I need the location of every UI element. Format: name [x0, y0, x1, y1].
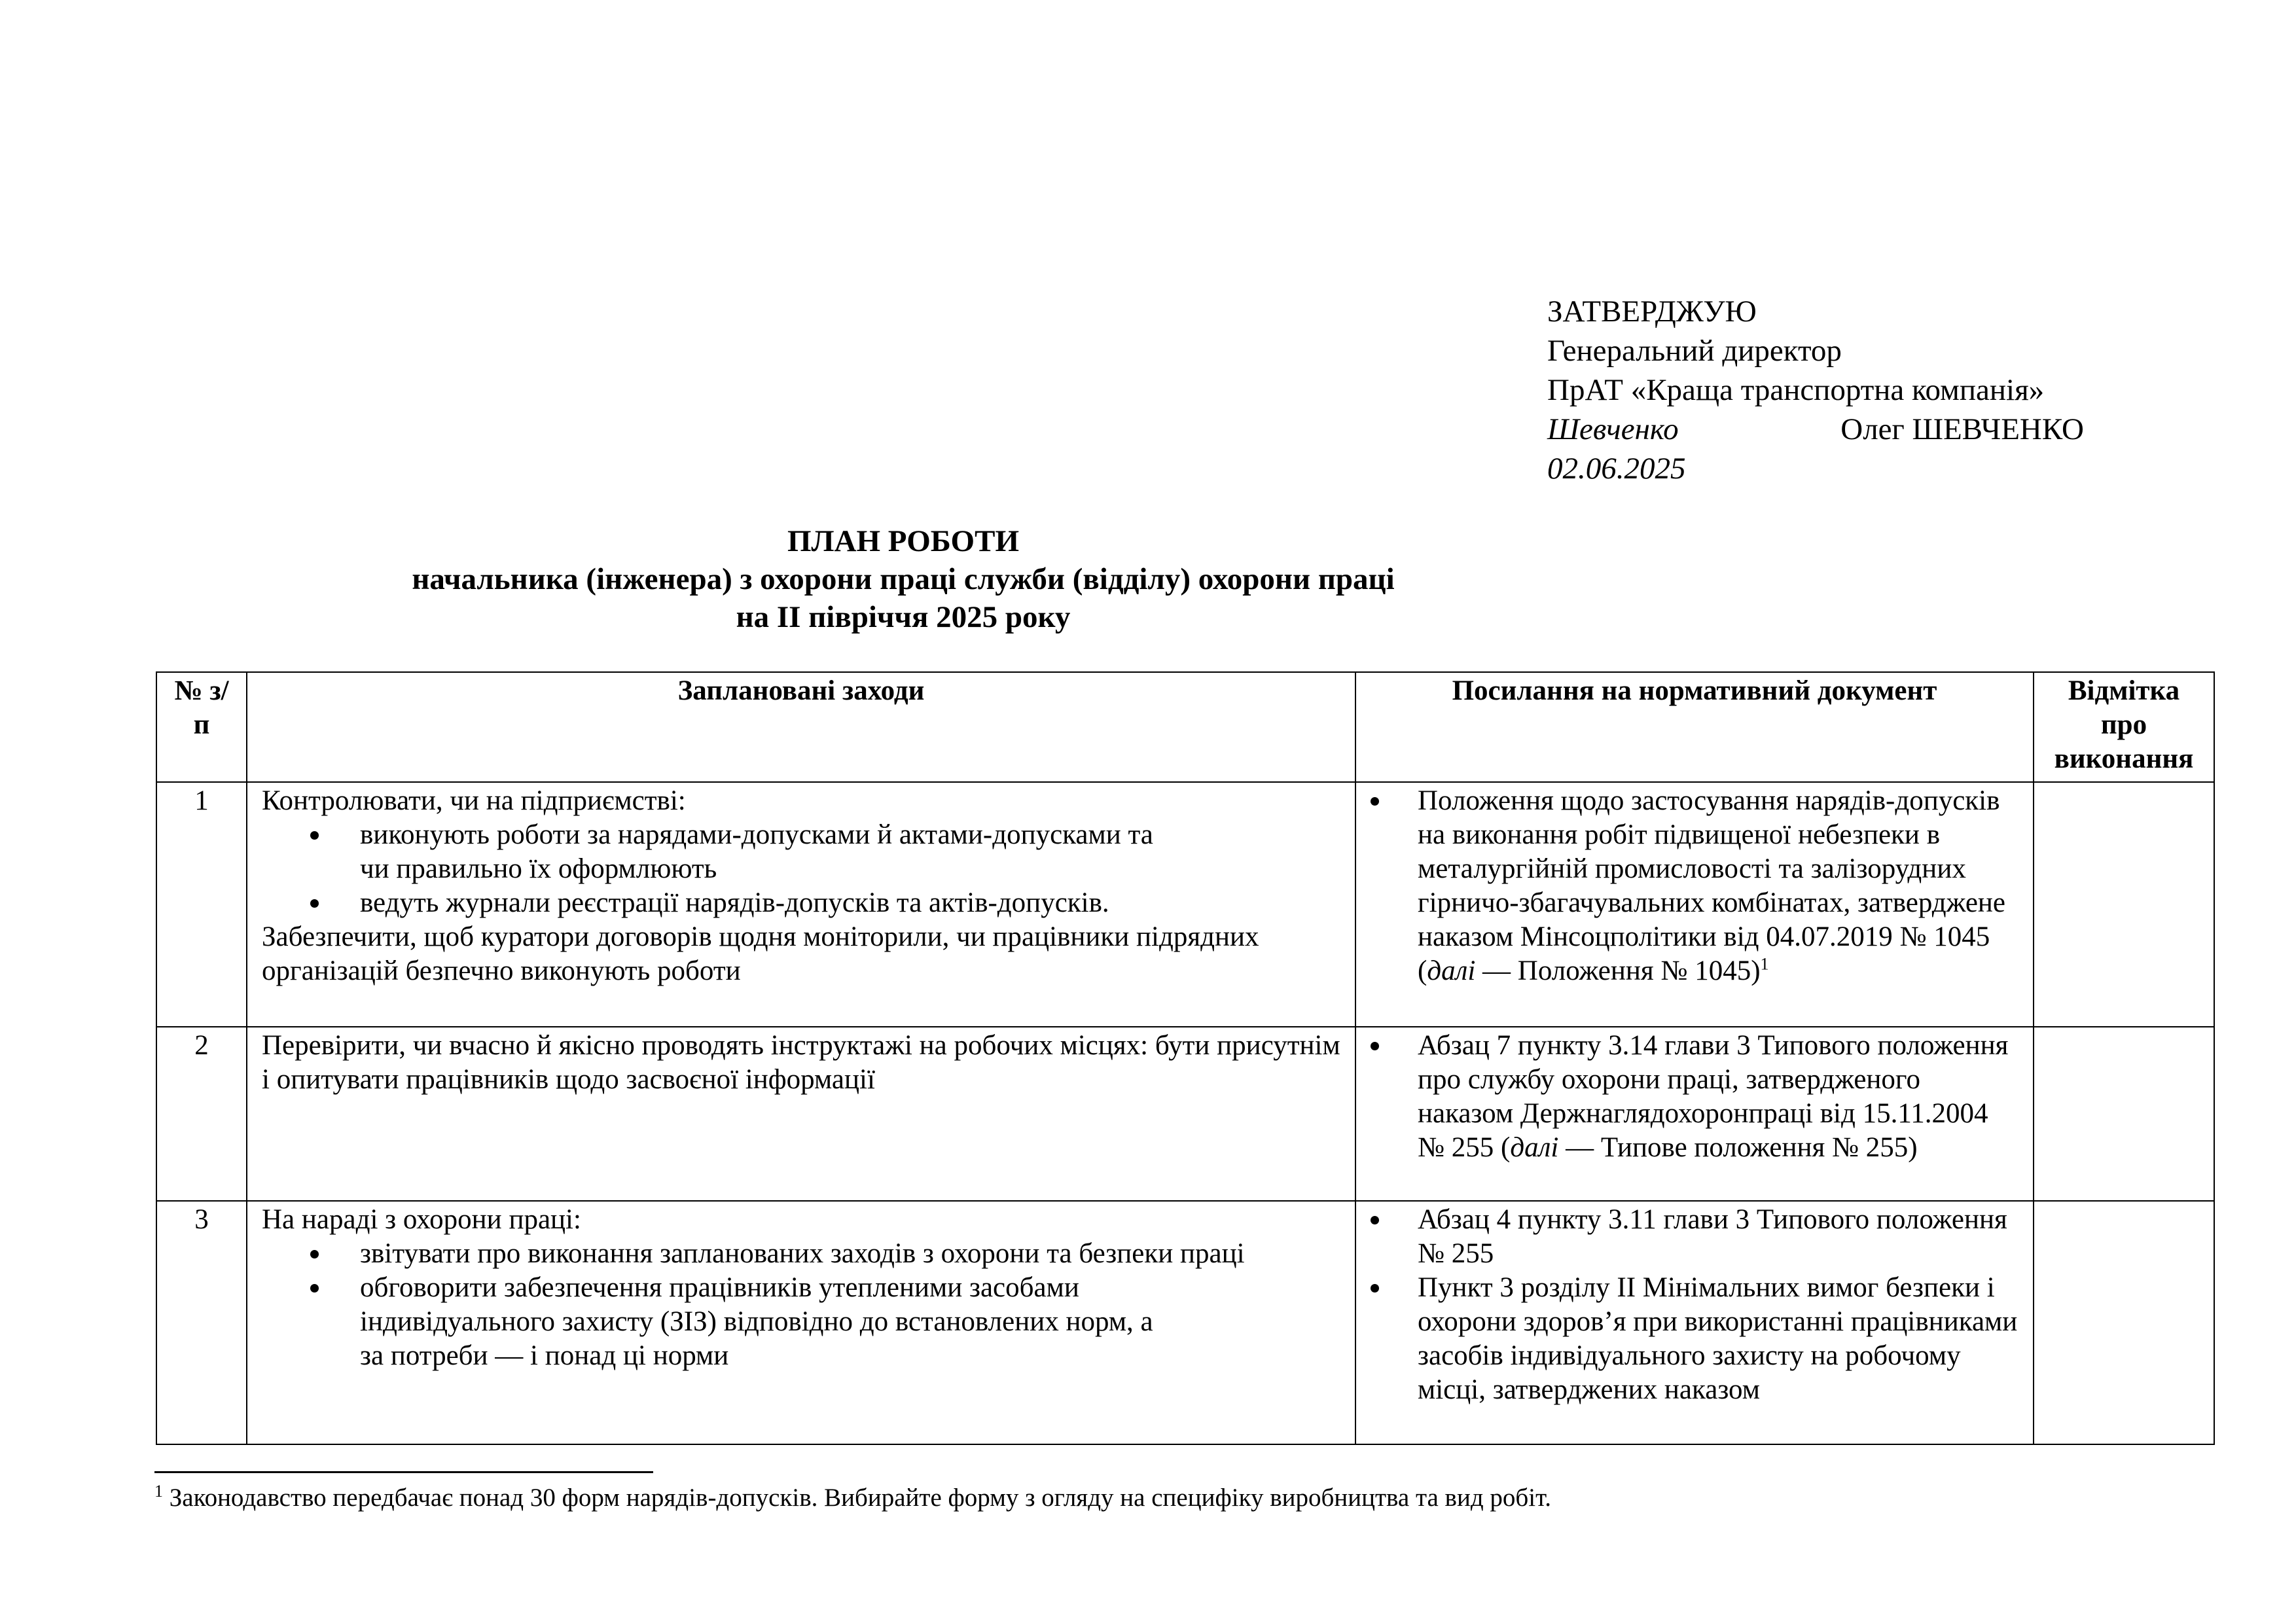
- row-marks: [2034, 1201, 2214, 1444]
- signature-row: [1547, 410, 2084, 449]
- reference-item: Абзац 4 пункту 3.11 глави 3 Типового положення № 255: [1418, 1203, 2018, 1271]
- title-period: на ІІ півріччя 2025 року: [736, 600, 1071, 634]
- document-title: [154, 522, 1652, 636]
- approval-date: 02.06.2025: [1547, 452, 1686, 486]
- signature: Шевченко: [1547, 412, 1679, 446]
- measure-item: обговорити забезпечення працівників утепленими засобами індивідуального захисту (ЗІЗ) відповідно до встановлених норм, а за потреби — і понад ці норми: [360, 1271, 1340, 1373]
- table-row: [156, 1201, 2214, 1444]
- measure-item: звітувати про виконання запланованих заходів з охорони та безпеки праці: [360, 1237, 1340, 1271]
- company-name: ПрАТ «Краща транспортна компанія»: [1547, 373, 2045, 407]
- footnote-text: Законодавство передбачає понад 30 форм нарядів-допусків. Вибирайте форму з огляду на специфіку виробництва та вид робіт.: [163, 1484, 1551, 1512]
- row-number: 1: [156, 782, 247, 1027]
- approver-position: Генеральний директор: [1547, 334, 1842, 368]
- measure-intro: Контролювати, чи на підприємстві:: [262, 785, 686, 816]
- title-subtitle: начальника (інженера) з охорони праці служби (відділу) охорони праці: [412, 562, 1395, 596]
- measure-list: [262, 1237, 1340, 1373]
- row-marks: [2034, 782, 2214, 1027]
- approval-heading: ЗАТВЕРДЖУЮ: [1547, 294, 1757, 329]
- reference-list: [1371, 1203, 2018, 1407]
- approval-block: [1547, 292, 2084, 488]
- row-reference: [1355, 1201, 2034, 1444]
- measure-item: виконують роботи за нарядами-допусками й актами-допусками та чи правильно їх оформлюють: [360, 818, 1340, 886]
- row-measures: [247, 782, 1355, 1027]
- footnote: [154, 1482, 2249, 1514]
- reference-item: [1418, 1029, 2018, 1165]
- approver-name: Олег ШЕВЧЕНКО: [1840, 412, 2084, 446]
- measure-intro: На нараді з охорони праці:: [262, 1204, 581, 1235]
- footnote-separator: [154, 1471, 653, 1473]
- row-number: 3: [156, 1201, 247, 1444]
- reference-item: Пункт 3 розділу ІІ Мінімальних вимог безпеки і охорони здоров’я при використанні працівниками засобів індивідуального захисту на робочому місці, затверджених наказом: [1418, 1271, 2018, 1407]
- footnote-mark[interactable]: 1: [1760, 954, 1769, 974]
- measure-intro: Перевірити, чи вчасно й якісно проводять інструктажі на робочих місцях: бути присутнім і опитувати працівників щодо засвоєної інформації: [262, 1030, 1340, 1095]
- plan-table: [156, 671, 2215, 1445]
- reference-list: [1371, 784, 2018, 988]
- title-main: ПЛАН РОБОТИ: [787, 524, 1020, 558]
- reference-item: [1418, 784, 2018, 988]
- measure-list: [262, 818, 1340, 920]
- row-measures: [247, 1201, 1355, 1444]
- header-reference: Посилання на нормативний документ: [1355, 672, 2034, 782]
- reference-close: — Положення № 1045): [1475, 955, 1761, 986]
- reference-open: (: [1418, 955, 1427, 986]
- row-marks: [2034, 1027, 2214, 1201]
- reference-text: Положення щодо застосування нарядів-допусків на виконання робіт підвищеної небезпеки в металургійній промисловості та залізорудних гірничо-збагачувальних комбінатах, затверджене наказом Мінсоцполітики від 04.07.2019 № 1045: [1418, 785, 2006, 952]
- reference-list: [1371, 1029, 2018, 1165]
- header-num: № з/п: [156, 672, 247, 782]
- row-reference: [1355, 782, 2034, 1027]
- row-measures: [247, 1027, 1355, 1201]
- reference-text: Абзац 7 пункту 3.14 глави 3 Типового положення про службу охорони праці, затвердженого наказом Держнаглядохоронпраці від 15.11.2004 № 255: [1418, 1030, 2009, 1163]
- table-header-row: [156, 672, 2214, 782]
- row-number: 2: [156, 1027, 247, 1201]
- measure-outro: Забезпечити, щоб куратори договорів щодня моніторили, чи працівники підрядних організацій безпечно виконують роботи: [262, 921, 1259, 986]
- table-row: [156, 782, 2214, 1027]
- footnote-number: 1: [154, 1482, 163, 1501]
- header-measures: Заплановані заходи: [247, 672, 1355, 782]
- header-marks: Відмітка про виконання: [2034, 672, 2214, 782]
- reference-italic: далі: [1427, 955, 1476, 986]
- reference-close: — Типове положення № 255): [1558, 1132, 1918, 1163]
- reference-italic: далі: [1510, 1132, 1559, 1163]
- row-reference: [1355, 1027, 2034, 1201]
- reference-open: (: [1494, 1132, 1511, 1163]
- table-row: [156, 1027, 2214, 1201]
- measure-item: ведуть журнали реєстрації нарядів-допусків та актів-допусків.: [360, 886, 1340, 920]
